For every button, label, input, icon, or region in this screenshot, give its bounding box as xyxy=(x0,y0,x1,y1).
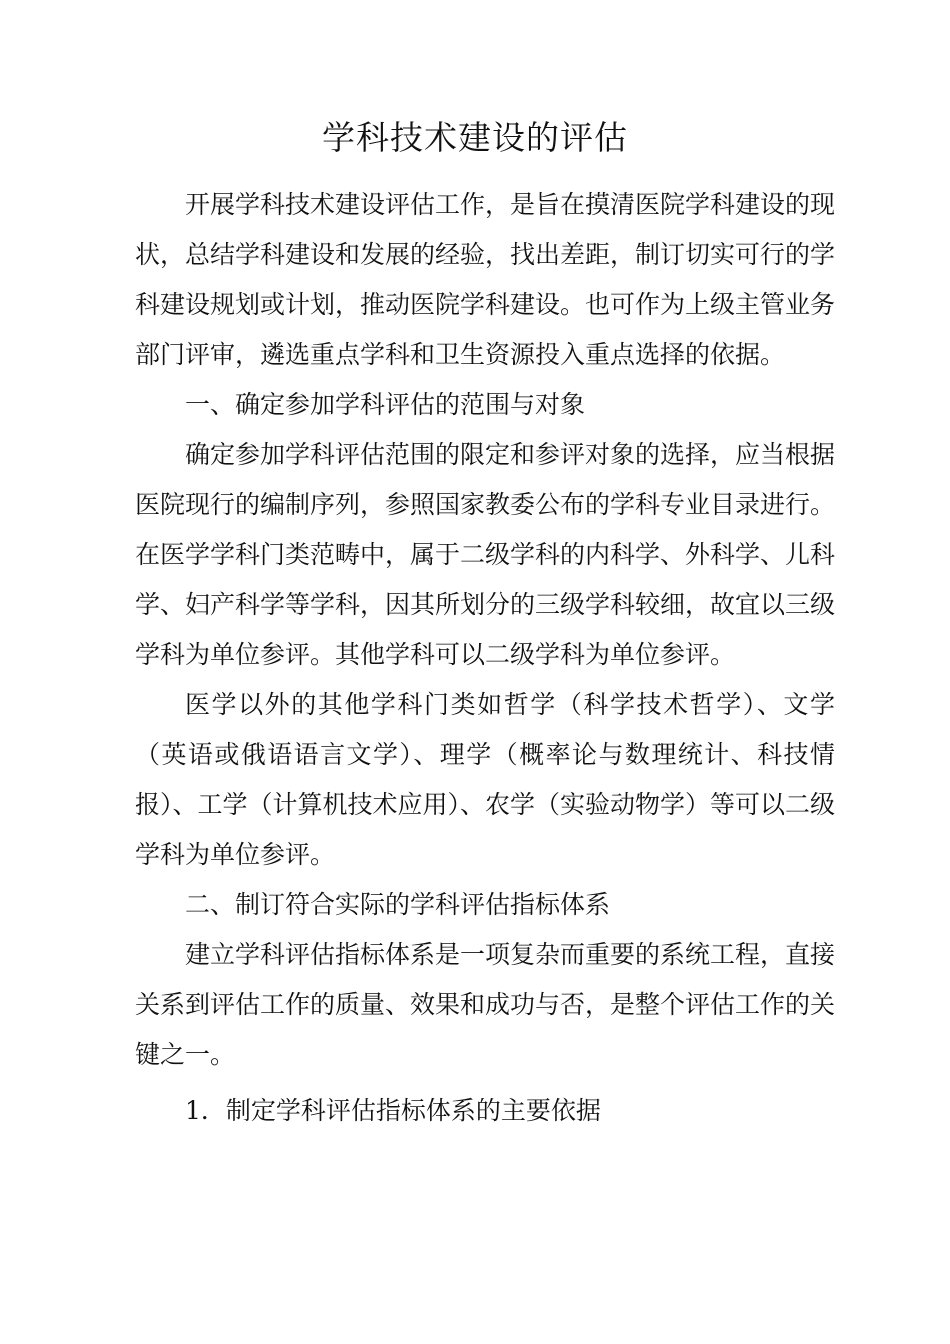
paragraph-index-system: 建立学科评估指标体系是一项复杂而重要的系统工程，直接关系到评估工作的质量、效果和成功与否，是整个评估工作的关键之一。 xyxy=(135,940,836,1069)
document-title: 学科技术建设的评估 xyxy=(322,118,628,157)
paragraph-other-disciplines: 医学以外的其他学科门类如哲学（科学技术哲学）、文学（英语或俄语语言文学）、理学（概率论与数理统计、科技情报）、工学（计算机技术应用）、农学（实验动物学）等可以二级学科为单位参评。 xyxy=(135,690,836,869)
subsection-heading-1: 1．制定学科评估指标体系的主要依据 xyxy=(185,1096,601,1125)
section-heading-2: 二、制订符合实际的学科评估指标体系 xyxy=(185,890,611,919)
paragraph-intro: 开展学科技术建设评估工作，是旨在摸清医院学科建设的现状，总结学科建设和发展的经验，找出差距，制订切实可行的学科建设规划或计划，推动医院学科建设。也可作为上级主管业务部门评审，遴选重点学科和卫生资源投入重点选择的依据。 xyxy=(135,190,836,369)
paragraph-scope: 确定参加学科评估范围的限定和参评对象的选择，应当根据医院现行的编制序列，参照国家教委公布的学科专业目录进行。在医学学科门类范畴中，属于二级学科的内科学、外科学、儿科学、妇产科学等学科，因其所划分的三级学科较细，故宜以三级学科为单位参评。其他学科可以二级学科为单位参评。 xyxy=(135,440,836,669)
section-heading-1: 一、确定参加学科评估的范围与对象 xyxy=(185,390,586,419)
document-body xyxy=(135,180,835,1136)
